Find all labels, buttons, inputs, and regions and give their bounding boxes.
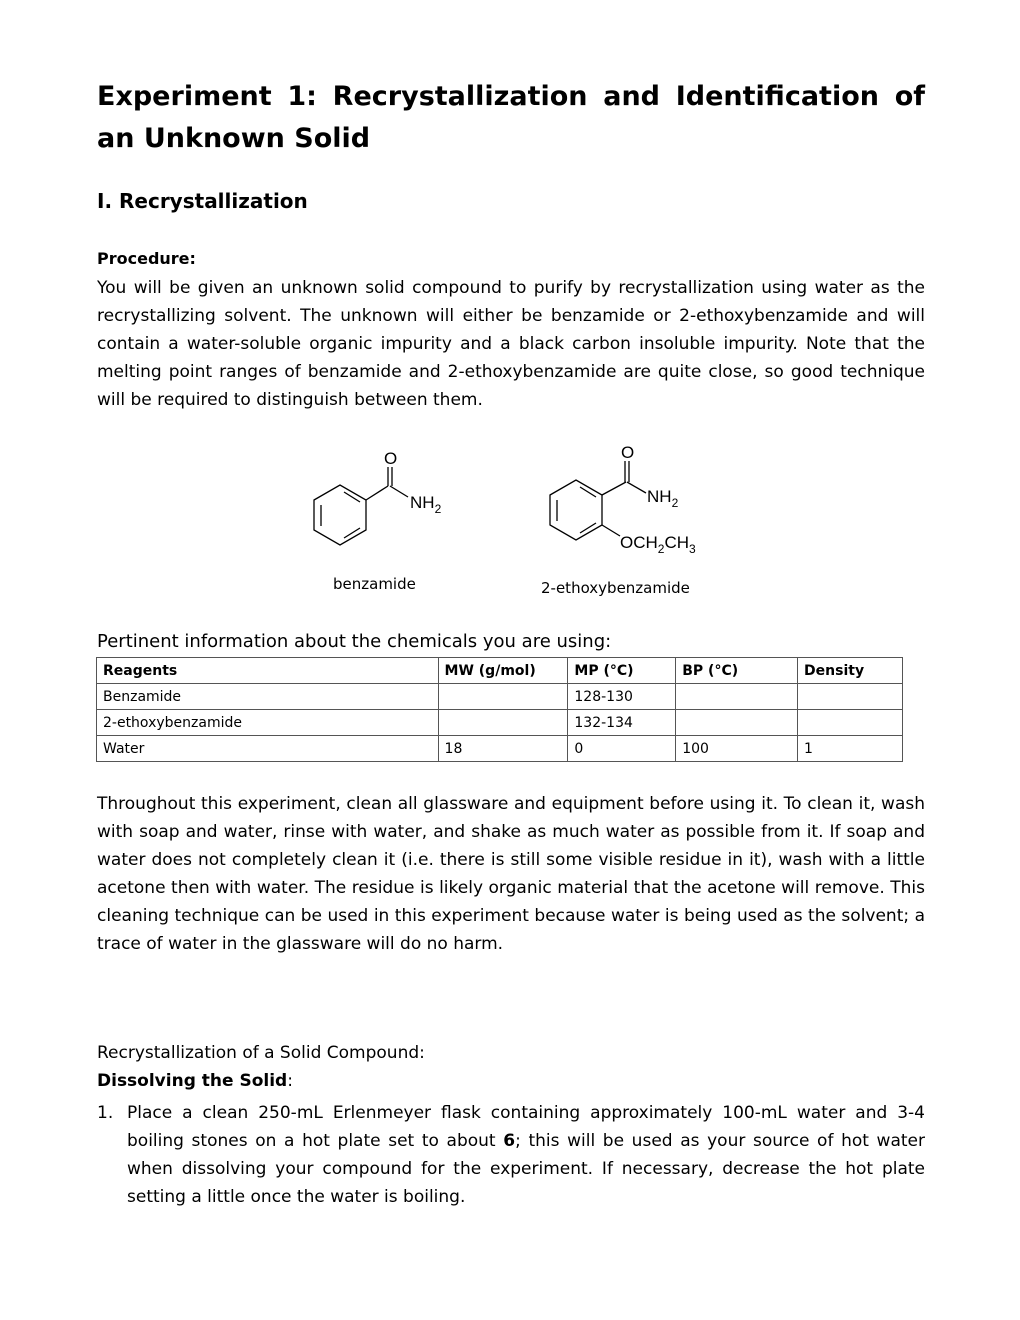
recrystallization-subheading: Recrystallization of a Solid Compound: [97,1043,425,1063]
ethoxy-group-label: $OCH_2CH_3$ [620,533,696,556]
table-cell: Water [97,736,439,762]
table-cell [438,684,568,710]
table-cell: 100 [676,736,798,762]
table-cell [798,710,903,736]
table-cell [676,710,798,736]
header-bp: BP (°C) [676,658,798,684]
table-header-row [97,658,903,684]
header-reagents: Reagents [97,658,439,684]
table-cell: 0 [568,736,676,762]
ethoxybenzamide-structure [550,461,646,540]
header-mp: MP (°C) [568,658,676,684]
list-item [97,1099,925,1211]
benzamide-oxygen-label: O [384,449,398,468]
procedure-paragraph: You will be given an unknown solid compound to purify by recrystallization using water as the recrystallizing solvent. The unknown will either be benzamide or 2-ethoxybenzamide and will contain a water-soluble organic impurity and a black carbon insoluble impurity. Note that the melting point ranges of benzamide and 2-ethoxybenzamide are quite close, so good technique will be required to distinguish between them. [97,278,925,410]
benzamide-amine-label: $NH_2$ [410,493,442,516]
table-row [97,736,903,762]
table-cell [676,684,798,710]
dissolving-subheading [97,1071,293,1091]
section-heading: I. Recrystallization [97,189,308,213]
ethoxy-amine-label: $NH_2$ [647,487,679,510]
step-number: 1. [97,1103,114,1123]
cleaning-paragraph: Throughout this experiment, clean all glassware and equipment before using it. To clean it, wash with soap and water, rinse with water, and shake as much water as possible from it. If soap and water does not completely clean it (i.e. there is still some visible residue in it), wash with a little acetone then with water. The residue is likely organic material that the acetone will remove. This cleaning technique can be used in this experiment because water is being used as the solvent; a trace of water in the glassware will do no harm. [97,794,925,954]
dissolving-colon: : [287,1071,293,1091]
header-density: Density [798,658,903,684]
table-cell: Benzamide [97,684,439,710]
chemical-structures [300,438,730,603]
table-cell: 128-130 [568,684,676,710]
table-row [97,710,903,736]
benzamide-name: benzamide [333,575,416,593]
table-row [97,684,903,710]
table-cell: 2-ethoxybenzamide [97,710,439,736]
table-cell: 1 [798,736,903,762]
procedure-label: Procedure: [97,249,196,268]
benzamide-structure [314,467,408,545]
table-cell [798,684,903,710]
hot-plate-setting: 6 [503,1131,516,1151]
ethoxy-oxygen-label: O [621,443,635,462]
header-mw: MW (g/mol) [438,658,568,684]
dissolving-label: Dissolving the Solid [97,1071,288,1091]
ethoxybenzamide-name: 2-ethoxybenzamide [541,579,690,597]
table-cell [438,710,568,736]
table-cell: 18 [438,736,568,762]
reagents-table [96,657,903,762]
table-cell: 132-134 [568,710,676,736]
step-text: Place a clean 250-mL Erlenmeyer flask containing approximately 100-mL water and 3-4 boiling stones on a hot plate set to about 6; this will be used as your source of hot water when dissolving your compound for the experiment. If necessary, decrease the hot plate setting a little once the water is boiling. [127,1103,925,1207]
pertinent-info-caption: Pertinent information about the chemicals you are using: [97,631,612,652]
document-title: Experiment 1: Recrystallization and Identification of an Unknown Solid [97,81,925,154]
